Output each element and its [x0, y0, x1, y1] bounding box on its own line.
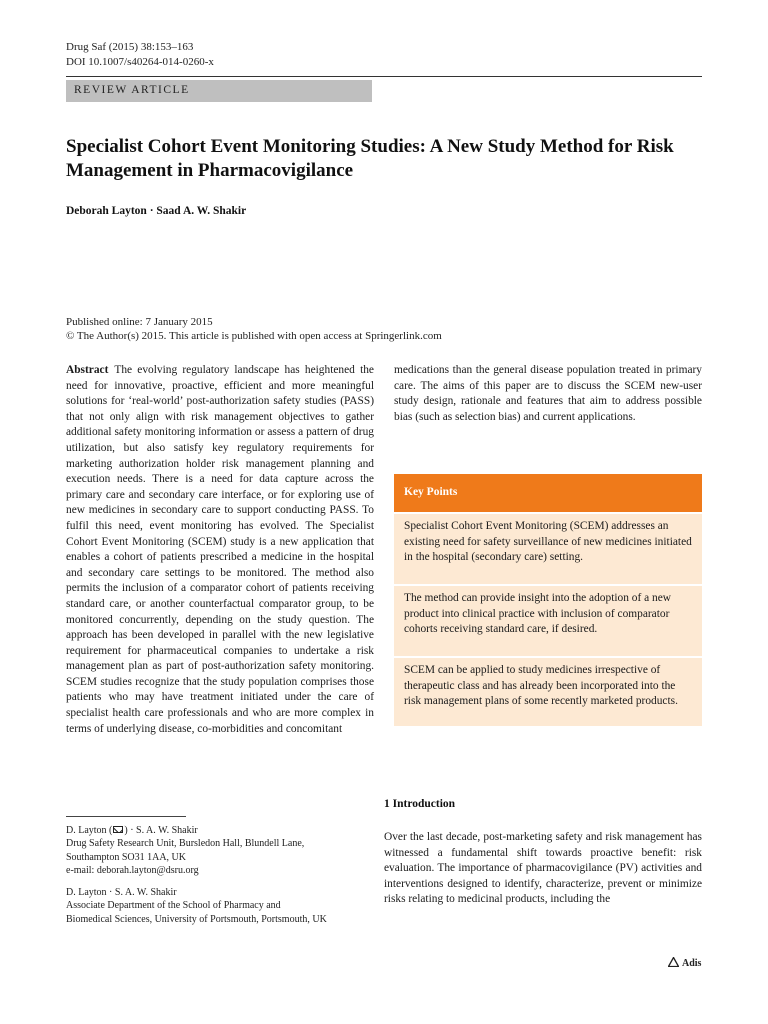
email-link[interactable]: e-mail: deborah.layton@dsru.org [66, 865, 199, 877]
published-date: Published online: 7 January 2015 [66, 316, 213, 328]
section-heading-introduction: 1 Introduction [384, 798, 456, 810]
copyright-notice: © The Author(s) 2015. This article is published with open access at Springerlink.com [66, 330, 442, 342]
adis-triangle-icon [668, 957, 679, 967]
abstract-text: The evolving regulatory landscape has heightened the need for innovative, proactive, efficient and more meaningful solutions for ‘real-world’ post-authorization safety studies (PASS) that not only align with risk management objectives to gather additional safety monitoring information or assess a pattern of drug utilization, but also satisfy key regulatory requirements for marketing authorization holder risk management planning and execution needs. There is a need for data capture across the primary care and secondary care interface, or for exploring use of new medicines in secondary care to support conducting PASS. To fulfil this need, event monitoring has evolved. The Specialist Cohort Event Monitoring (SCEM) study is a new application that enables a cohort of patients prescribed a medicine in the hospital and secondary care settings to be monitored. The method also permits the inclusion of a comparator cohort of patients receiving standard care, or another counterfactual comparator group, to be monitored concurrently, depending on the study question. The approach has been developed in parallel with the new legislative requirement for pharmaceutical companies to undertake a risk management plan as part of post-authorization safety monitoring. SCEM studies recognize that the study population comprises those patients who may have treatment initiated under the care of specialist health care professionals and who are more complex in terms of underlying disease, co-morbidities and concomitant [66, 364, 374, 735]
authors: Deborah Layton · Saad A. W. Shakir [66, 205, 247, 217]
introduction-text: Over the last decade, post-marketing safety and risk management has witnessed a fundamental shift towards proactive benefit: risk evaluation. The importance of pharmacovigilance (PV) activities and interventions designed to identify, characterize, prevent or minimize risks relating to medicinal products, including the [384, 831, 702, 906]
key-point-item: Specialist Cohort Event Monitoring (SCEM) addresses an existing need for safety surveillance of new medicines initiated in the hospital (secondary care) setting. [394, 514, 702, 584]
abstract-label: Abstract [66, 364, 109, 376]
doi-link[interactable]: DOI 10.1007/s40264-014-0260-x [66, 56, 214, 68]
affiliation-unit: Drug Safety Research Unit, Bursledon Hall, Blundell Lane, [66, 838, 305, 850]
affiliation-institution: Biomedical Sciences, University of Portsmouth, Portsmouth, UK [66, 913, 327, 925]
publisher-logo: Adis [668, 957, 701, 969]
affiliation-city: Southampton SO31 1AA, UK [66, 851, 187, 863]
affiliation-2 [66, 886, 376, 926]
key-points-header [394, 474, 702, 512]
abstract-block [66, 363, 374, 737]
article-type-label: REVIEW ARTICLE [74, 84, 190, 96]
article-title: Specialist Cohort Event Monitoring Studies: A New Study Method for Risk Management in Pharmacovigilance [66, 136, 674, 181]
header-rule [66, 76, 702, 77]
corresponding-authors: D. Layton ( ) · S. A. W. Shakir [66, 825, 198, 836]
envelope-icon [113, 826, 123, 833]
affiliation-authors: D. Layton · S. A. W. Shakir [66, 887, 177, 898]
key-points-heading: Key Points [404, 486, 458, 498]
key-point-item: SCEM can be applied to study medicines irrespective of therapeutic class and has already been incorporated into the risk management plans of some recently marketed products. [394, 658, 702, 726]
abstract-continuation: medications than the general disease population treated in primary care. The aims of this paper are to discuss the SCEM new-user study design, rationale and features that aim to address possible bias (such as selection bias) and current applications. [394, 364, 702, 423]
affiliation-1 [66, 824, 376, 878]
article-type-banner [66, 80, 372, 102]
key-point-item: The method can provide insight into the adoption of a new product into clinical practice with inclusion of comparator cohorts receiving standard care, if desired. [394, 586, 702, 656]
journal-citation: Drug Saf (2015) 38:153–163 [66, 41, 194, 53]
footnote-rule [66, 816, 186, 817]
affiliation-dept: Associate Department of the School of Pharmacy and [66, 900, 281, 912]
